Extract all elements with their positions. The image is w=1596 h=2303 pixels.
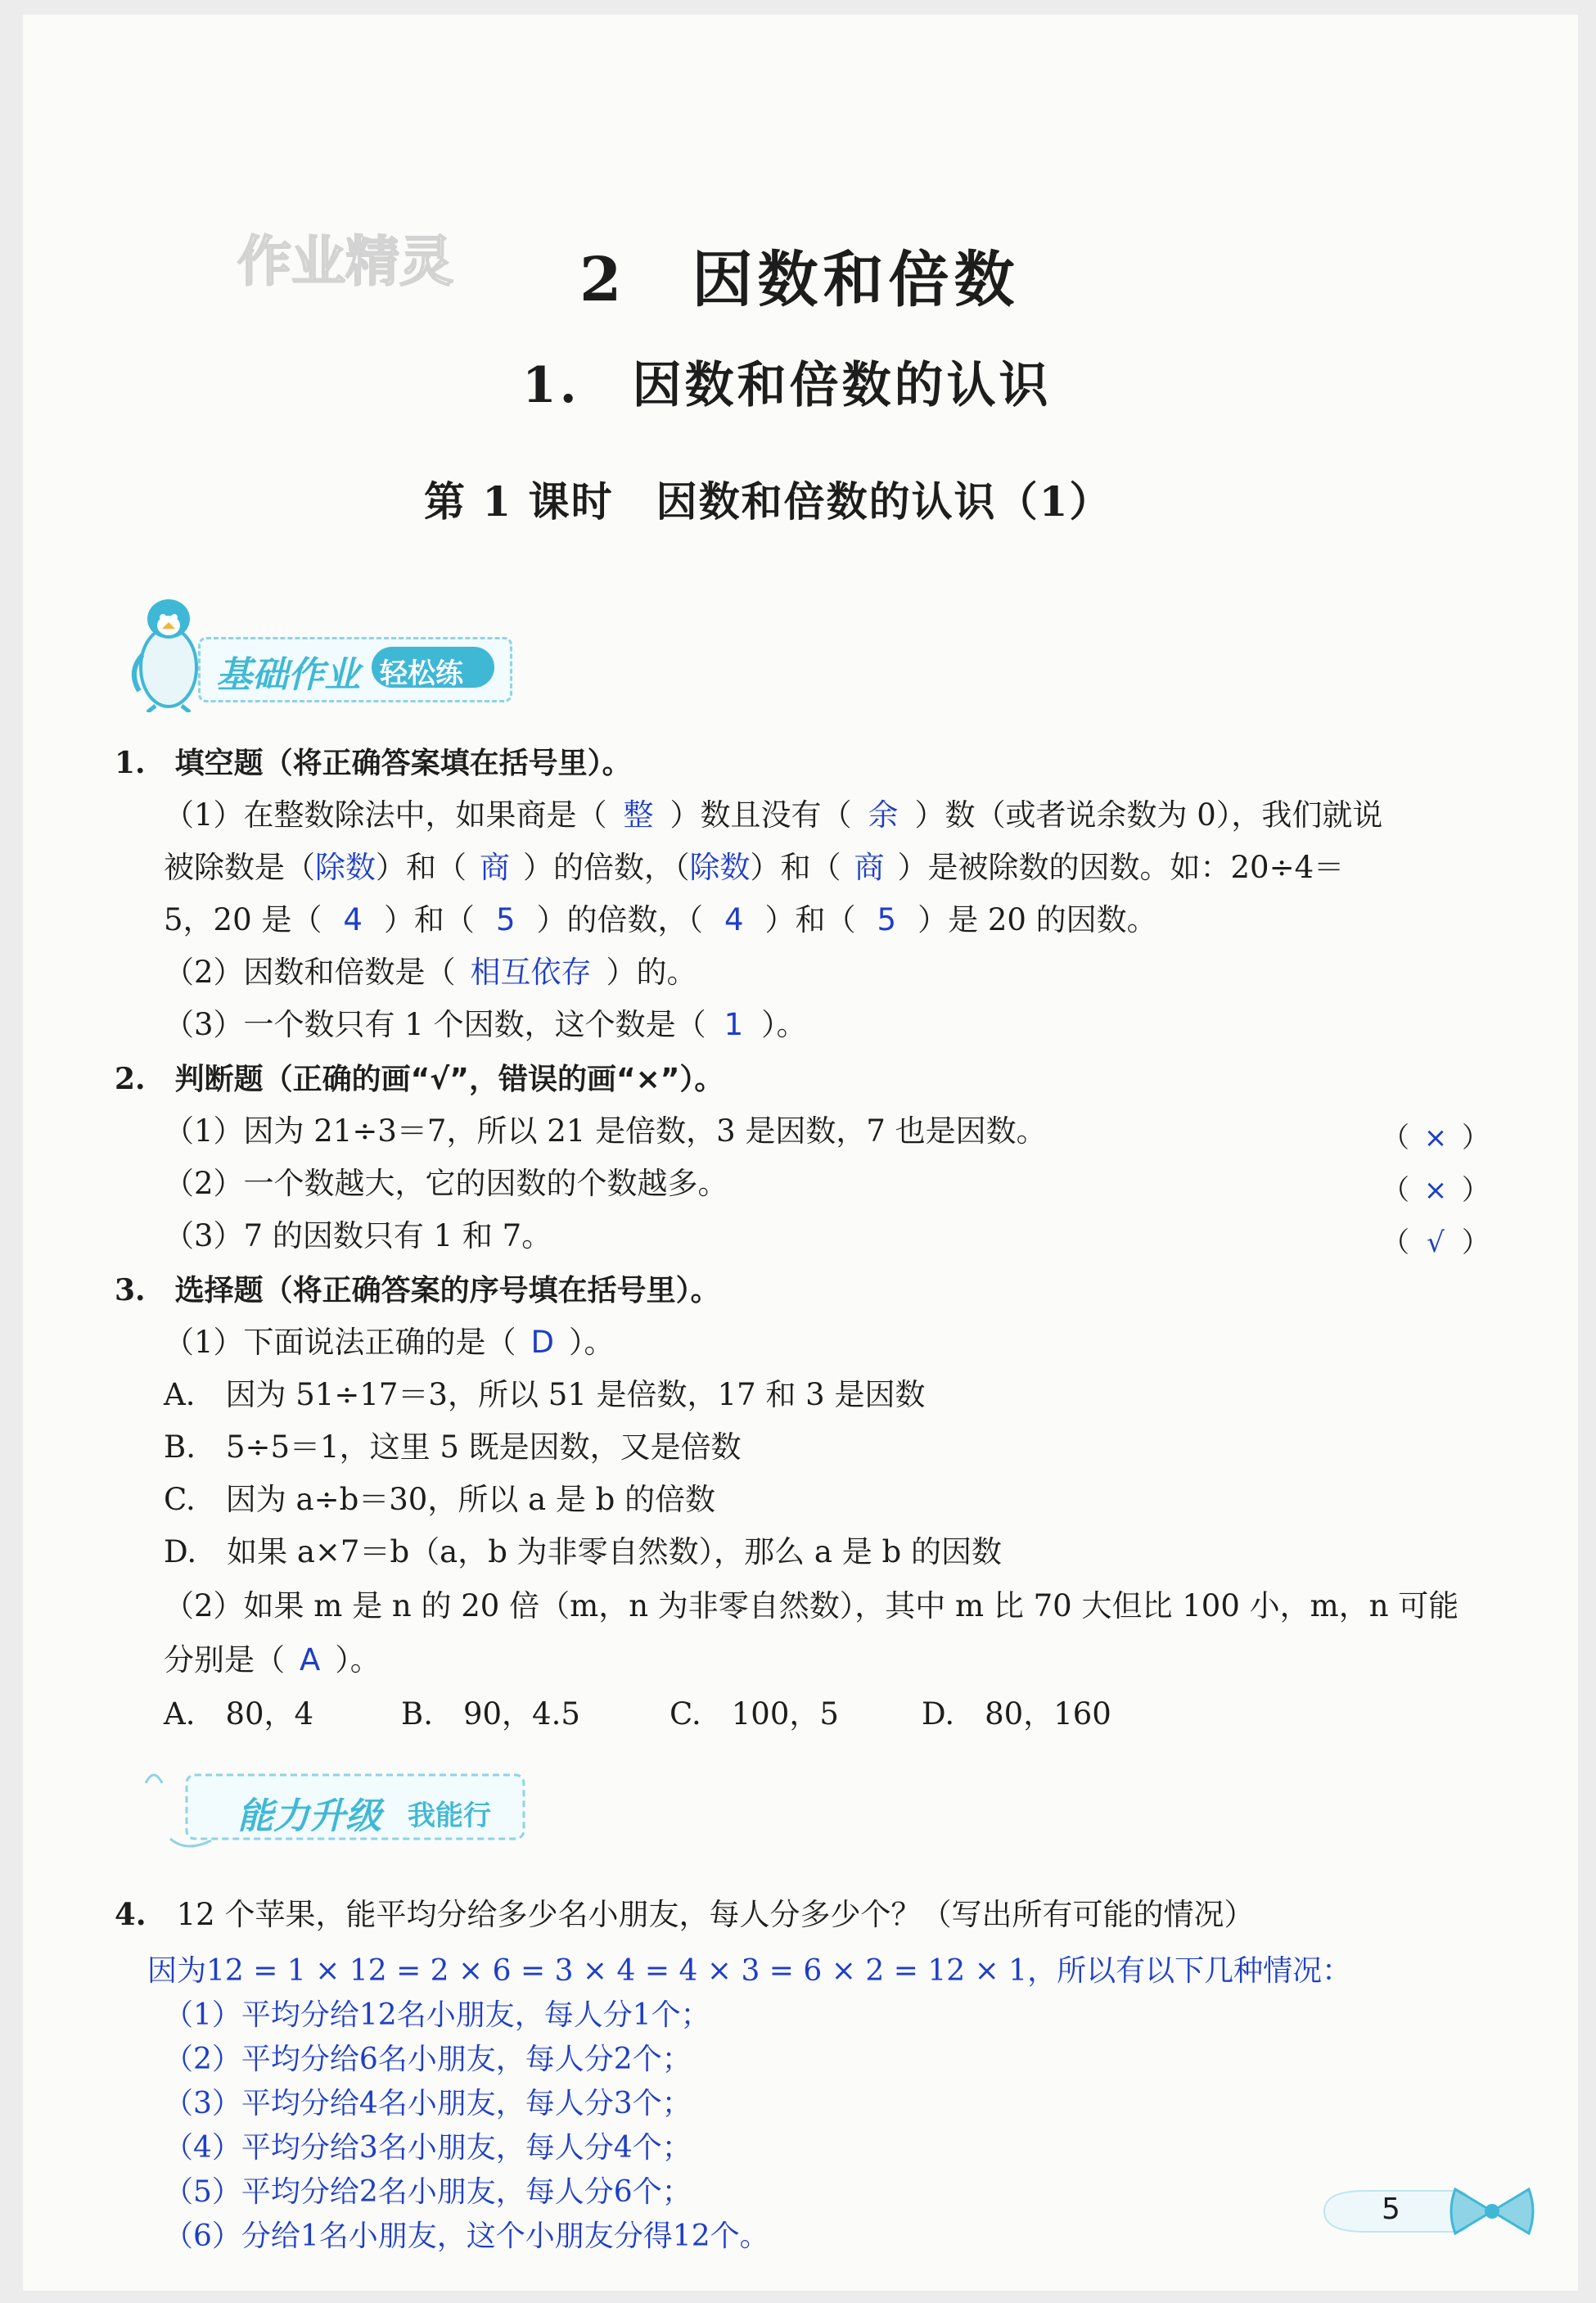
q4-solution-line-6: （6）分给1名小朋友，这个小朋友分得12个。 [164,2219,769,2253]
q3-part2-option-c: C. 100，5 [670,1696,839,1732]
page-number: 5 [1382,2192,1400,2226]
advanced-banner [138,1759,547,1857]
q3-part1: （1）下面说法正确的是（ D ）。 [164,1325,615,1360]
watermark: 作业精灵 [237,230,453,293]
q2-item-1: （1）因为 21÷3＝7，所以 21 是倍数，3 是因数，7 也是因数。 [164,1113,1047,1149]
q1-part3: （3）一个数只有 1 个因数，这个数是（ 1 ）。 [164,1007,807,1042]
q3-part1-option-c: C. 因为 a÷b＝30，所以 a 是 b 的倍数 [164,1482,716,1517]
bow-icon [1447,2183,1537,2240]
q4-solution-intro: 因为12 = 1 × 12 = 2 × 6 = 3 × 4 = 4 × 3 = 6 × 2 = 12 × 1，所以有以下几种情况： [147,1954,1352,1988]
workbook-page [23,15,1578,2291]
q2-item-2-answer: （ × ） [1382,1174,1490,1207]
basic-practice-banner [119,589,512,712]
q4-text: 4. 12 个苹果，能平均分给多少名小朋友，每人分多少个？（写出所有可能的情况） [115,1896,1255,1932]
advanced-banner-subtitle: 我能行 [408,1800,491,1832]
q1-part2: （2）因数和倍数是（ 相互依存 ）的。 [164,955,697,990]
q3-part2-line1: （2）如果 m 是 n 的 20 倍（m，n 为非零自然数），其中 m 比 70 大但比 100 小，m，n 可能 [164,1588,1459,1623]
q4-solution-line-2: （2）平均分给6名小朋友，每人分2个； [164,2043,692,2076]
q3-heading: 3. 选择题（将正确答案的序号填在括号里）。 [115,1273,720,1307]
section-title: 1. 因数和倍数的认识 [522,357,1052,414]
q1-part1-line1: （1）在整数除法中，如果商是（ 整 ）数且没有（ 余 ）数（或者说余数为 0），我们就说 [164,797,1383,833]
q3-part2-option-d: D. 80，160 [922,1696,1111,1732]
q4-solution-line-5: （5）平均分给2名小朋友，每人分6个； [164,2175,692,2209]
q4-solution-line-1: （1）平均分给12名小朋友，每人分1个； [164,1998,710,2032]
basic-banner-subtitle: 轻松练 [380,657,463,690]
q3-part2-option-b: B. 90，4.5 [401,1696,580,1732]
q2-item-3-answer: （ √ ） [1382,1226,1490,1259]
q1-part1-line2: 被除数是（除数）和（ 商 ）的倍数，（除数）和（ 商 ）是被除数的因数。如：20÷4＝ [164,850,1345,885]
page-number-badge [1308,2183,1553,2240]
q3-part2-option-a: A. 80，4 [164,1696,314,1732]
q1-heading: 1. 填空题（将正确答案填在括号里）。 [115,746,632,780]
q3-part1-option-b: B. 5÷5＝1，这里 5 既是因数，又是倍数 [164,1429,742,1465]
advanced-banner-title: 能力升级 [237,1795,381,1837]
lesson-title: 第 1 课时 因数和倍数的认识（1） [424,477,1112,526]
q2-item-3: （3）7 的因数只有 1 和 7。 [164,1218,552,1253]
q3-part1-option-d: D. 如果 a×7＝b（a，b 为非零自然数），那么 a 是 b 的因数 [164,1534,1002,1569]
q4-solution-line-4: （4）平均分给3名小朋友，每人分4个； [164,2131,692,2165]
q4-solution-line-3: （3）平均分给4名小朋友，每人分3个； [164,2087,692,2120]
q3-part2-line2: 分别是（ A ）。 [164,1642,381,1678]
q2-heading: 2. 判断题（正确的画“√”，错误的画“×”）。 [115,1062,724,1096]
chapter-title: 2 因数和倍数 [579,245,1020,315]
q3-part1-option-a: A. 因为 51÷17＝3，所以 51 是倍数，17 和 3 是因数 [164,1377,926,1412]
q2-item-1-answer: （ × ） [1382,1122,1490,1154]
q2-item-2: （2）一个数越大，它的因数的个数越多。 [164,1166,728,1201]
q1-part1-line3: 5，20 是（ 4 ）和（ 5 ）的倍数，（ 4 ）和（ 5 ）是 20 的因数。 [164,902,1157,937]
basic-banner-title: 基础作业 [216,654,360,696]
